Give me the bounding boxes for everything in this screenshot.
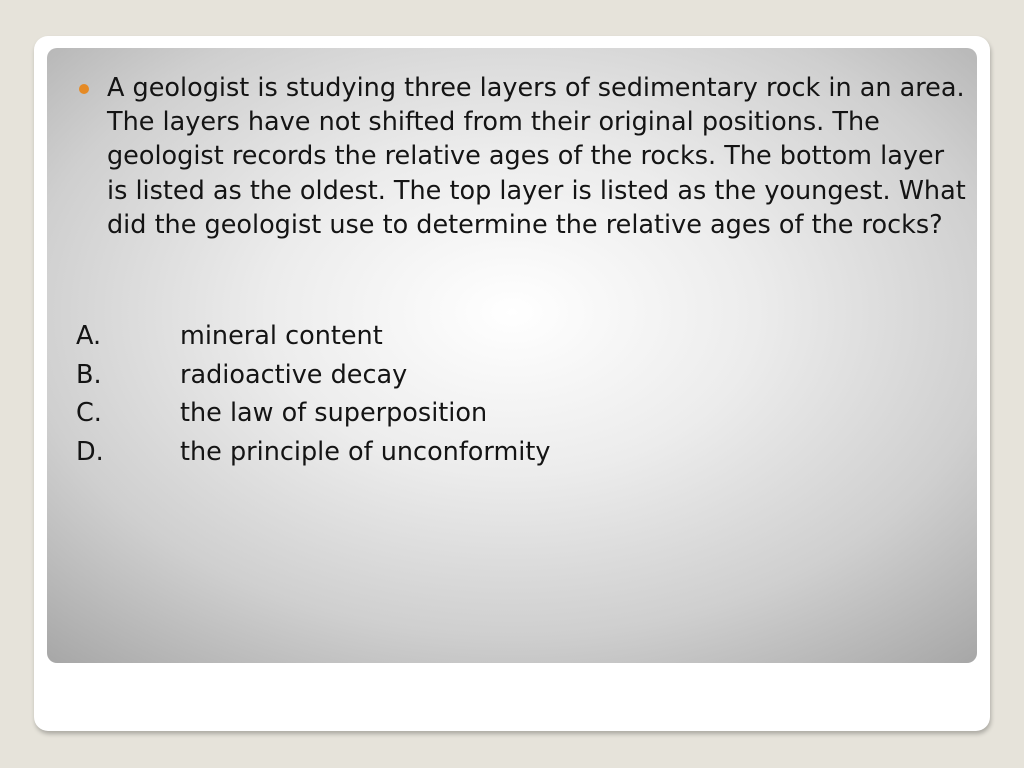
option-letter: A.: [76, 321, 102, 351]
option-letter: D.: [76, 436, 104, 467]
question-text: A geologist is studying three layers of sedimentary rock in an area. The layers have not shifted from their original positions. The geologist records the relative ages of the rocks. The bottom layer is listed as the oldest. The top layer is listed as the youngest. What did the geologist use to determine the relative ages of the rocks?: [107, 73, 966, 240]
option-text: mineral content: [180, 321, 383, 351]
option-letter: C.: [76, 398, 102, 429]
option-text: the law of superposition: [180, 398, 488, 429]
option-text: radioactive decay: [180, 359, 408, 390]
option-text: the principle of unconformity: [180, 436, 551, 467]
option-letter: B.: [76, 359, 102, 390]
bullet-icon: [79, 84, 89, 94]
